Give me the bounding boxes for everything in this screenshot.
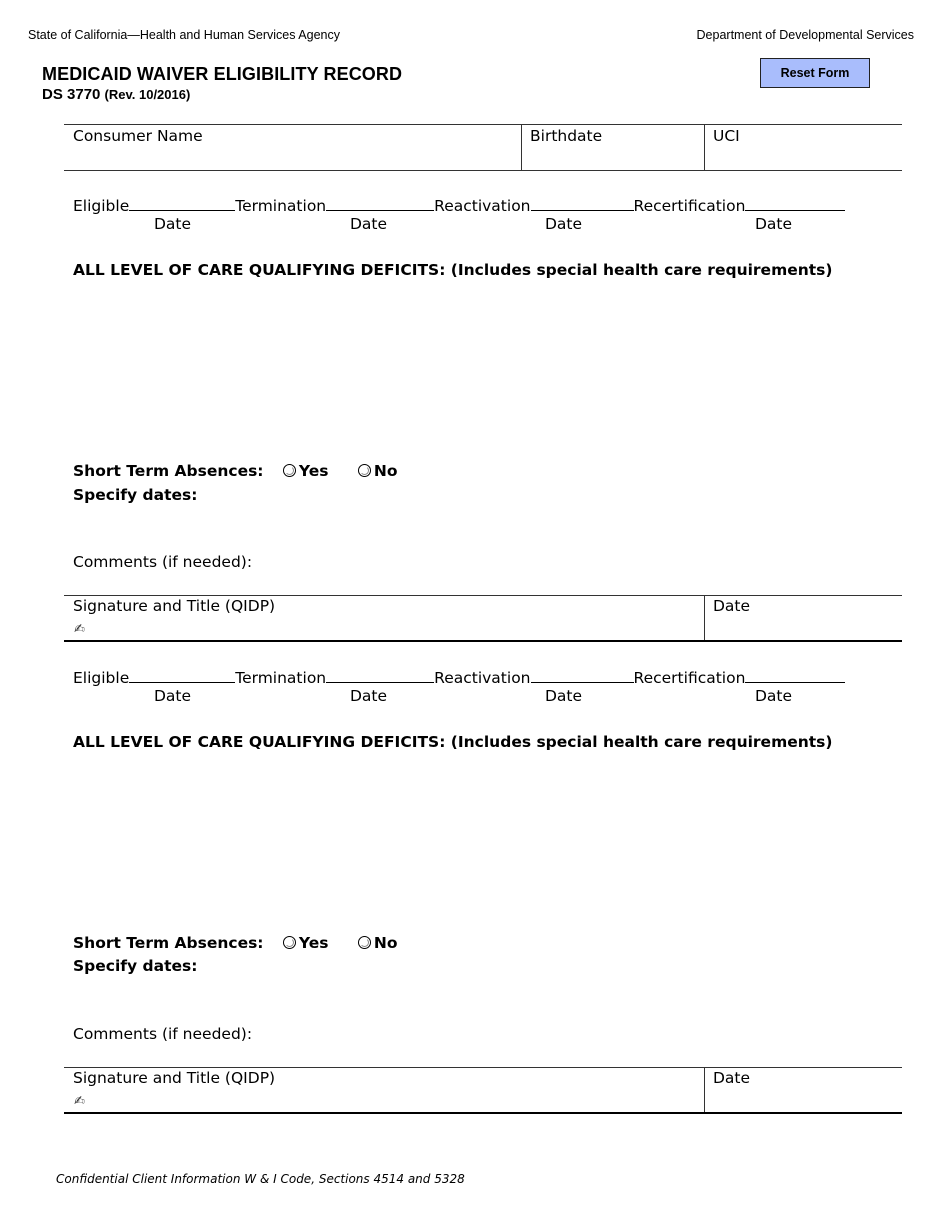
form-number-text: DS 3770 <box>42 86 101 103</box>
eligible-label: Eligible <box>73 669 130 687</box>
termination-date-field[interactable] <box>326 667 434 683</box>
date-caption: Date <box>154 687 192 705</box>
eligible-date-field[interactable] <box>129 667 235 683</box>
birthdate-field[interactable]: Birthdate <box>530 127 603 145</box>
department-label: Department of Developmental Services <box>696 28 914 42</box>
short-term-absences-row <box>73 462 398 480</box>
reactivation-date-field[interactable] <box>531 667 634 683</box>
status-dates-row-2 <box>73 667 845 687</box>
reactivation-label: Reactivation <box>434 669 531 687</box>
recertification-label: Recertification <box>633 669 746 687</box>
signature-divider <box>704 1067 705 1112</box>
radio-icon[interactable] <box>283 936 296 949</box>
uci-field[interactable]: UCI <box>713 127 740 145</box>
date-caption: Date <box>350 687 388 705</box>
pen-icon: ✍ <box>74 1094 85 1109</box>
signature-date-field[interactable]: Date <box>713 597 751 615</box>
date-caption: Date <box>545 687 583 705</box>
recertification-label: Recertification <box>633 197 746 215</box>
comments-label: Comments (if needed): <box>73 553 253 571</box>
signature-divider <box>704 595 705 640</box>
comments-label: Comments (if needed): <box>73 1025 253 1043</box>
reactivation-label: Reactivation <box>434 197 531 215</box>
absences-no-option[interactable] <box>358 462 398 480</box>
eligible-label: Eligible <box>73 197 130 215</box>
reset-form-button[interactable]: Reset Form <box>760 58 870 88</box>
reactivation-date-field[interactable] <box>531 195 634 211</box>
short-term-absences-label: Short Term Absences: <box>73 462 264 480</box>
absences-yes-option[interactable] <box>283 462 329 480</box>
pen-icon: ✍ <box>74 622 85 637</box>
short-term-absences-row <box>73 934 398 952</box>
consumer-divider-1 <box>521 124 522 170</box>
yes-label: Yes <box>298 462 329 480</box>
consumer-bottom-border <box>64 170 902 171</box>
form-number <box>42 86 190 103</box>
deficits-text-area[interactable] <box>73 757 901 917</box>
recertification-date-field[interactable] <box>745 195 845 211</box>
confidential-footer: Confidential Client Information W & I Code, Sections 4514 and 5328 <box>56 1172 465 1186</box>
signature-date-field[interactable]: Date <box>713 1069 751 1087</box>
radio-icon[interactable] <box>358 936 371 949</box>
deficits-heading: ALL LEVEL OF CARE QUALIFYING DEFICITS: (Includes special health care requirements) <box>73 261 833 279</box>
short-term-absences-label: Short Term Absences: <box>73 934 264 952</box>
signature-bottom-border <box>64 1112 902 1114</box>
no-label: No <box>373 934 398 952</box>
termination-date-field[interactable] <box>326 195 434 211</box>
consumer-divider-2 <box>704 124 705 170</box>
consumer-top-border <box>64 124 902 125</box>
date-caption: Date <box>154 215 192 233</box>
termination-label: Termination <box>235 197 327 215</box>
signature-top-border <box>64 1067 902 1068</box>
date-caption: Date <box>545 215 583 233</box>
signature-top-border <box>64 595 902 596</box>
date-caption: Date <box>755 687 793 705</box>
form-title: MEDICAID WAIVER ELIGIBILITY RECORD <box>42 64 403 84</box>
consumer-name-field[interactable]: Consumer Name <box>73 127 203 145</box>
signature-field[interactable]: Signature and Title (QIDP) <box>73 1069 276 1087</box>
recertification-date-field[interactable] <box>745 667 845 683</box>
signature-bottom-border <box>64 640 902 642</box>
agency-label: State of California—Health and Human Services Agency <box>28 28 340 42</box>
deficits-heading: ALL LEVEL OF CARE QUALIFYING DEFICITS: (Includes special health care requirements) <box>73 733 833 751</box>
signature-field[interactable]: Signature and Title (QIDP) <box>73 597 276 615</box>
date-caption: Date <box>350 215 388 233</box>
date-caption: Date <box>755 215 793 233</box>
no-label: No <box>373 462 398 480</box>
yes-label: Yes <box>298 934 329 952</box>
radio-icon[interactable] <box>358 464 371 477</box>
specify-dates-label: Specify dates: <box>73 486 198 504</box>
absences-no-option[interactable] <box>358 934 398 952</box>
termination-label: Termination <box>235 669 327 687</box>
eligible-date-field[interactable] <box>129 195 235 211</box>
absences-yes-option[interactable] <box>283 934 329 952</box>
radio-icon[interactable] <box>283 464 296 477</box>
specify-dates-label: Specify dates: <box>73 957 198 975</box>
deficits-text-area[interactable] <box>73 285 901 445</box>
form-revision: (Rev. 10/2016) <box>104 87 191 102</box>
status-dates-row-1 <box>73 195 845 215</box>
